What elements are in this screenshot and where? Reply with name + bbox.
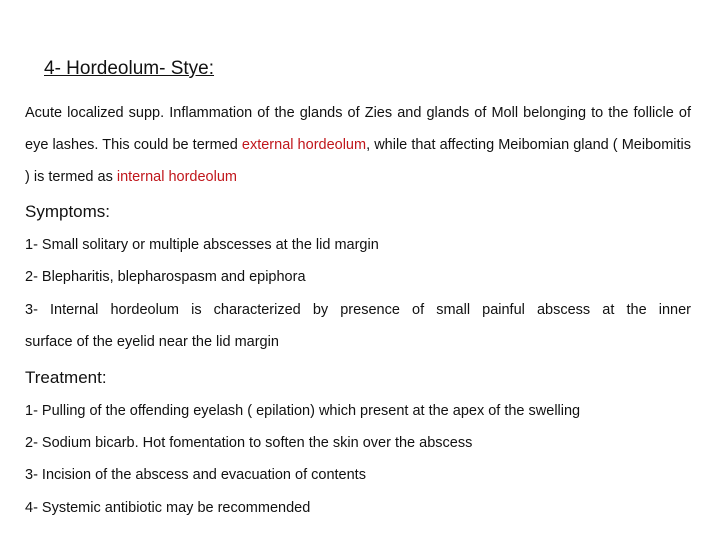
treatment-item: 1- Pulling of the offending eyelash ( epilation) which present at the apex of the swelling	[25, 403, 581, 419]
intro-paragraph	[25, 97, 691, 193]
external-hordeolum-term: external hordeolum	[241, 137, 367, 153]
symptom-item: 2- Blepharitis, blepharospasm and epiphora	[25, 269, 306, 285]
treatment-item: 3- Incision of the abscess and evacuation of contents	[25, 467, 366, 483]
symptom-item-continued: surface of the eyelid near the lid margin	[25, 334, 279, 350]
intro-text-1: Acute localized supp. Inflammation of the glands of Zies and glands of Moll belonging to the follicle of eye lashes. This could be termed	[25, 105, 691, 153]
symptom-item: 1- Small solitary or multiple abscesses at the lid margin	[25, 237, 379, 253]
treatment-item: 4- Systemic antibiotic may be recommended	[25, 500, 311, 516]
treatment-heading: Treatment:	[25, 368, 107, 387]
slide-title: 4- Hordeolum- Stye:	[44, 58, 215, 79]
symptom-item: 3- Internal hordeolum is characterized by presence of small painful abscess at the inner	[25, 302, 691, 318]
symptoms-heading: Symptoms:	[25, 202, 111, 221]
internal-hordeolum-term: internal hordeolum	[116, 169, 237, 185]
treatment-item: 2- Sodium bicarb. Hot fomentation to soften the skin over the abscess	[25, 435, 473, 451]
intro-text-2: , while that affecting Meibomian gland ( Meibomitis ) is termed as	[25, 137, 691, 185]
